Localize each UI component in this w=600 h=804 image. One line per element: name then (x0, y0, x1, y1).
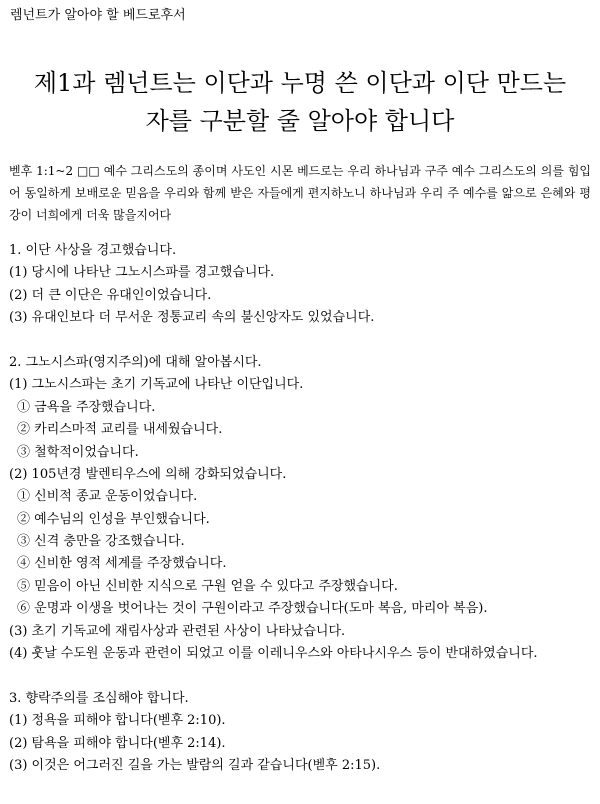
lesson-title (0, 64, 600, 140)
section-2-heading: 2. 그노시스파(영지주의)에 대해 알아봅시다. (9, 354, 262, 370)
section-3-item: (3) 이것은 어그러진 길을 가는 발람의 길과 같습니다(벧후 2:15). (9, 758, 381, 773)
page-header: 렘넌트가 알아야 할 베드로후서 (10, 8, 186, 23)
section-2-point: (3) 초기 기독교에 재림사상과 관련된 사상이 나타났습니다. (9, 623, 346, 639)
lesson-body (9, 240, 594, 777)
spacer (9, 665, 594, 687)
section-1-item: (3) 유대인보다 더 무서운 정통교리 속의 불신앙자도 있었습니다. (9, 310, 375, 326)
section-2-subpoint: ③ 철학적이었습니다. (17, 444, 139, 460)
section-2-subpoint: ① 금욕을 주장했습니다. (17, 399, 156, 415)
section-1-item: (2) 더 큰 이단은 유대인이었습니다. (9, 287, 212, 303)
section-2-point: (2) 105년경 발렌티우스에 의해 강화되었습니다. (9, 466, 287, 482)
section-2-point: (4) 훗날 수도원 운동과 관련이 되었고 이를 이레니우스와 아타나시우스 등이 반대하였습니다. (9, 646, 538, 662)
section-1-heading: 1. 이단 사상을 경고했습니다. (9, 243, 177, 258)
section-2-subpoint: ② 예수님의 인성을 부인했습니다. (17, 511, 210, 527)
section-3-item: (2) 탐욕을 피해야 합니다(벧후 2:14). (9, 735, 226, 751)
section-2-point: (1) 그노시스파는 초기 기독교에 나타난 이단입니다. (9, 377, 304, 393)
spacer (9, 330, 594, 352)
section-2-subpoint: ③ 신격 충만을 강조했습니다. (17, 534, 185, 550)
section-3-item: (1) 정욕을 피해야 합니다(벧후 2:10). (9, 713, 226, 729)
section-2-subpoint: ⑤ 믿음이 아닌 신비한 지식으로 구원 얻을 수 있다고 주장했습니다. (17, 578, 398, 594)
title-line-2: 자를 구분할 줄 알아야 합니다 (145, 107, 455, 135)
section-1-item: (1) 당시에 나타난 그노시스파를 경고했습니다. (9, 265, 275, 281)
section-2-subpoint: ② 카리스마적 교리를 내세웠습니다. (17, 422, 223, 438)
scripture-verse: 벧후 1:1~2 □□ 예수 그리스도의 종이며 사도인 시몬 베드로는 우리 하나님과 구주 예수 그리스도의 의를 힘입어 동일하게 보배로운 믿음을 우리와 함께 받은 자들에게 편지하노니 하나님과 우리 주 예수를 앎으로 은혜와 평강이 너희에게 더욱 많을지어다 (9, 164, 591, 222)
section-3-heading: 3. 향락주의를 조심해야 합니다. (9, 690, 189, 706)
section-2-subpoint: ④ 신비한 영적 세계를 주장했습니다. (17, 556, 227, 572)
section-2-subpoint: ⑥ 운명과 이생을 벗어나는 것이 구원이라고 주장했습니다(도마 복음, 마리아 복음). (17, 601, 488, 617)
title-line-1: 제1과 렘넌트는 이단과 누명 쓴 이단과 이단 만드는 (33, 69, 567, 97)
section-2-subpoint: ① 신비적 종교 운동이었습니다. (17, 489, 198, 505)
